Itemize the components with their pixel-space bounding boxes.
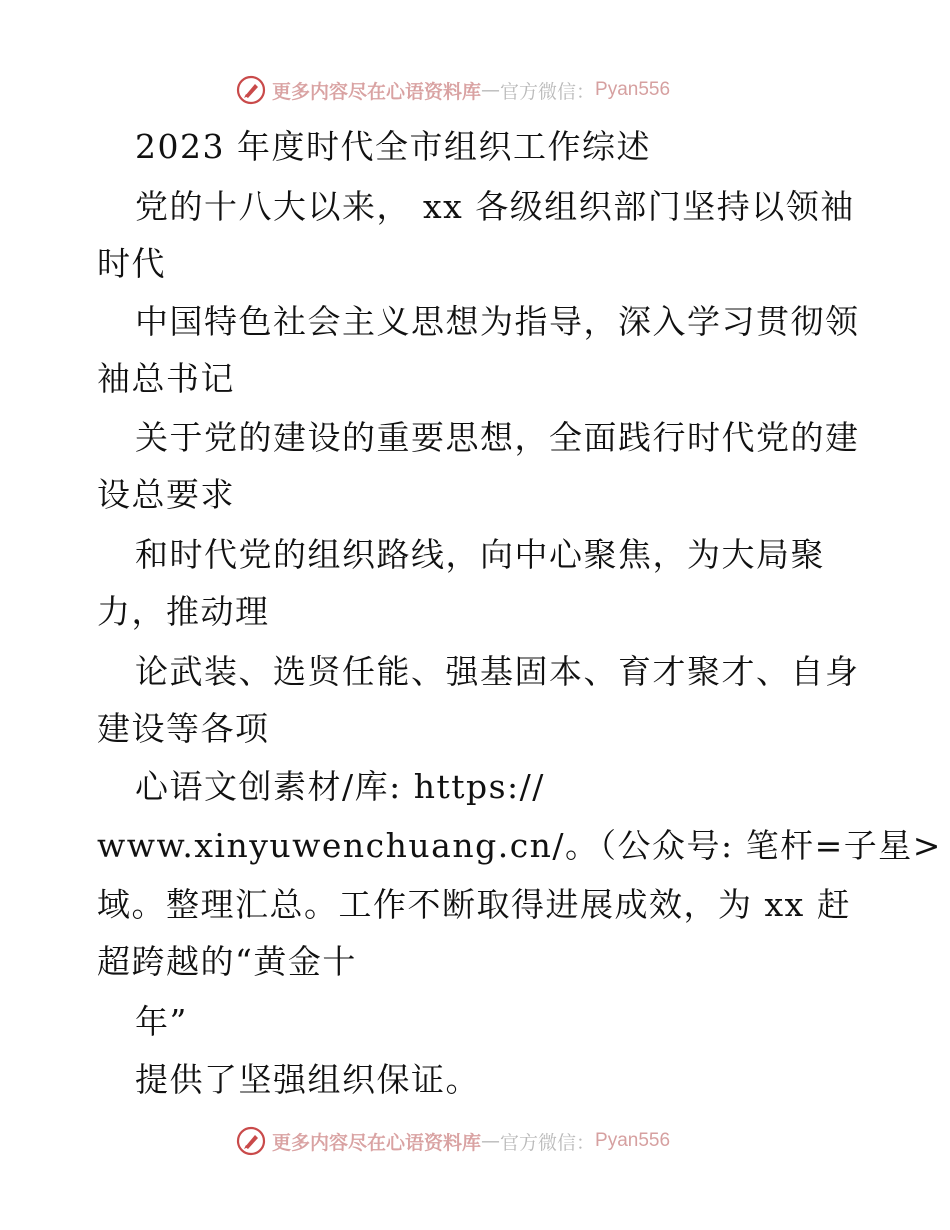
footer-watermark: [236, 1124, 670, 1158]
body-line: 袖总书记: [97, 359, 235, 398]
body-line: 域。整理汇总。工作不断取得进展成效，为 xx 赶: [97, 885, 852, 924]
watermark-account: Pyan556: [595, 79, 671, 100]
body-line: 力，推动理: [97, 592, 270, 631]
body-line: 中国特色社会主义思想为指导，深入学习贯彻领: [135, 302, 860, 341]
watermark-account: Pyan556: [595, 1130, 671, 1151]
body-line: 提供了坚强组织保证。: [135, 1060, 480, 1099]
body-line: 时代: [97, 244, 166, 283]
watermark-separator: —: [481, 79, 501, 101]
body-line: 超跨越的“黄金十: [97, 942, 357, 981]
body-line: 心语文创素材/库: https://: [135, 767, 545, 806]
body-line: www.xinyuwenchuang.cn/。（公众号: 笔杆=子星>: [97, 826, 942, 865]
document-title: 2023 年度时代全市组织工作综述: [135, 127, 651, 166]
pen-circle-logo-icon: [236, 75, 266, 105]
body-line: 建设等各项: [97, 709, 270, 748]
watermark-separator: —: [481, 1130, 501, 1152]
body-line: 党的十八大以来， xx 各级组织部门坚持以领袖: [135, 187, 855, 226]
watermark-main-text: 更多内容尽在心语资料库: [272, 80, 482, 103]
body-line: 论武装、选贤任能、强基固本、育才聚才、自身: [135, 652, 860, 691]
body-line: 和时代党的组织路线，向中心聚焦，为大局聚: [135, 535, 825, 574]
watermark-side-text: 官方微信：: [500, 1131, 596, 1154]
watermark-main-text: 更多内容尽在心语资料库: [272, 1131, 482, 1154]
watermark-side-text: 官方微信：: [500, 80, 596, 103]
body-line: 关于党的建设的重要思想，全面践行时代党的建: [135, 418, 860, 457]
header-watermark: [236, 73, 670, 107]
body-line: 设总要求: [97, 475, 235, 514]
pen-circle-logo-icon: [236, 1126, 266, 1156]
body-line: 年”: [135, 1002, 188, 1041]
